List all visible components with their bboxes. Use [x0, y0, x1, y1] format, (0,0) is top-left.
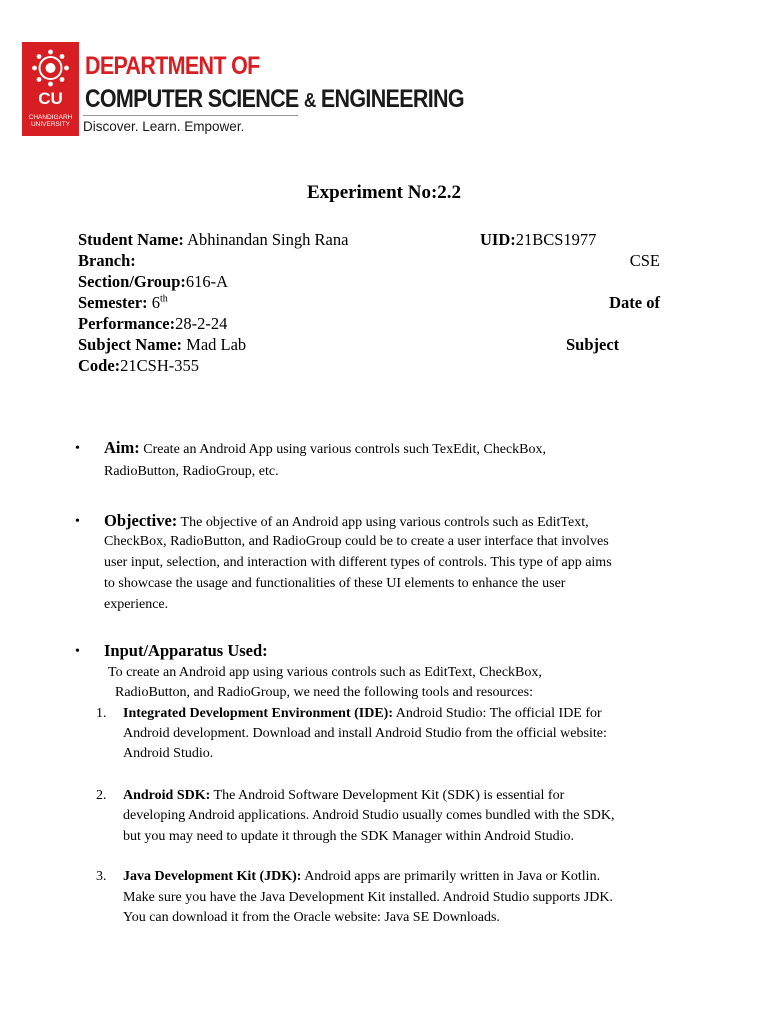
apparatus-bullet: •	[75, 644, 80, 659]
list-item-3-label: Java Development Kit (JDK):	[123, 869, 302, 884]
semester-suffix: th	[160, 293, 168, 305]
date-value: 28-2-24	[175, 314, 228, 333]
dept-name-a: COMPUTER SCIENCE	[85, 85, 299, 113]
section-value: 616-A	[185, 272, 229, 291]
student-name-value: Abhinandan Singh Rana	[183, 230, 349, 249]
info-row-performance	[78, 313, 660, 334]
list-item-number-2: 2.	[96, 788, 107, 803]
objective-line3: user input, selection, and interaction with different types of controls. This type of app aims	[104, 555, 612, 570]
logo-cu-text: CU	[38, 89, 63, 108]
list-item-number-3: 3.	[96, 869, 107, 884]
objective-label: Objective:	[104, 511, 178, 530]
uid-label: UID:	[480, 230, 516, 249]
apparatus-label: Input/Apparatus Used:	[104, 641, 268, 660]
list-item-1-line1	[123, 703, 660, 724]
apparatus-intro-line1: To create an Android app using various controls such as EditText, CheckBox,	[108, 665, 542, 680]
student-name-label: Student Name:	[78, 230, 184, 249]
list-item-3-line1	[123, 866, 660, 887]
apparatus-heading	[104, 640, 660, 663]
tagline-divider	[83, 115, 298, 116]
dept-name-b: ENGINEERING	[320, 85, 464, 113]
section-label: Section/Group:	[78, 272, 186, 291]
uid-field	[480, 229, 596, 250]
list-item-1-line3: Android Studio.	[123, 746, 214, 761]
dept-ampersand: &	[303, 90, 316, 112]
objective-line1	[104, 510, 660, 533]
aim-line1	[104, 437, 660, 460]
university-logo	[22, 42, 79, 136]
branch-value: CSE	[629, 251, 660, 270]
aim-label: Aim:	[104, 438, 140, 457]
tagline: Discover. Learn. Empower.	[83, 119, 245, 134]
date-label-part2: Performance:	[78, 314, 176, 333]
department-header	[22, 42, 462, 137]
department-title-line1: DEPARTMENT OF	[85, 52, 260, 80]
list-item-2-line3: but you may need to update it through the SDK Manager within Android Studio.	[123, 829, 575, 844]
logo-university-text	[22, 114, 79, 128]
info-row-subject	[78, 334, 660, 355]
objective-line5: experience.	[104, 597, 169, 612]
list-item-2-text: The Android Software Development Kit (SDK) is essential for	[210, 788, 565, 803]
university-emblem-icon	[30, 48, 71, 88]
aim-bullet: •	[75, 441, 80, 456]
objective-bullet: •	[75, 514, 80, 529]
info-row-section	[78, 271, 660, 292]
aim-line2: RadioButton, RadioGroup, etc.	[104, 464, 279, 479]
apparatus-intro-line2: RadioButton, and RadioGroup, we need the following tools and resources:	[115, 685, 533, 700]
info-row-subject-code	[78, 355, 660, 376]
logo-uni-line1: CHANDIGARH	[28, 114, 73, 121]
list-item-2-line2: developing Android applications. Android Studio usually comes bundled with the SDK,	[123, 808, 615, 823]
department-title-line2	[85, 85, 464, 114]
subject-code-label-part2: Code:	[78, 356, 121, 375]
date-label-part1: Date of	[609, 293, 660, 312]
list-item-2-line1	[123, 785, 660, 806]
semester-value: 6	[147, 293, 161, 312]
objective-line2: CheckBox, RadioButton, and RadioGroup could be to create a user interface that involves	[104, 534, 609, 549]
list-item-3-text: Android apps are primarily written in Java or Kotlin.	[301, 869, 601, 884]
experiment-title: Experiment No:2.2	[306, 182, 462, 203]
aim-line1-text: Create an Android App using various controls such TexEdit, CheckBox,	[139, 442, 547, 457]
subject-name-label: Subject Name:	[78, 335, 183, 354]
list-item-1-label: Integrated Development Environment (IDE):	[123, 706, 393, 721]
logo-uni-line2: UNIVERSITY	[30, 121, 70, 128]
list-item-3-line2: Make sure you have the Java Development Kit installed. Android Studio supports JDK.	[123, 890, 613, 905]
list-item-number-1: 1.	[96, 706, 107, 721]
info-row-semester	[78, 292, 660, 313]
objective-line1-text: The objective of an Android app using various controls such as EditText,	[177, 515, 589, 530]
semester-label: Semester:	[78, 293, 148, 312]
list-item-1-text: Android Studio: The official IDE for	[393, 706, 602, 721]
subject-code-label-part1: Subject	[566, 335, 620, 354]
info-row-student	[78, 229, 660, 250]
list-item-1-line2: Android development. Download and install Android Studio from the official website:	[123, 726, 607, 741]
uid-value: 21BCS1977	[515, 230, 597, 249]
objective-line4: to showcase the usage and functionalities of these UI elements to enhance the user	[104, 576, 566, 591]
subject-code-value: 21CSH-355	[120, 356, 200, 375]
info-row-branch	[78, 250, 660, 271]
list-item-2-label: Android SDK:	[123, 788, 211, 803]
subject-name-value: Mad Lab	[182, 335, 247, 354]
list-item-3-line3: You can download it from the Oracle website: Java SE Downloads.	[123, 910, 500, 925]
branch-label: Branch:	[78, 251, 136, 270]
